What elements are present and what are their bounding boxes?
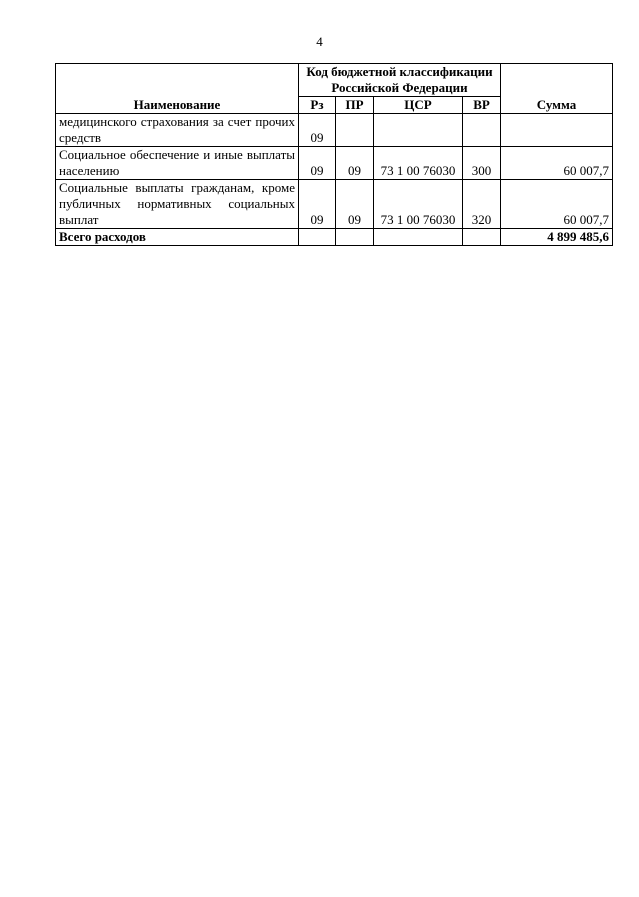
row-rz: 09 [299,147,336,180]
total-label: Всего расходов [56,229,299,246]
row-vr: 300 [463,147,501,180]
table-row [56,147,613,180]
row-rz: 09 [299,180,336,229]
row-vr: 320 [463,180,501,229]
header-code-group: Код бюджетной классификации Российской Федерации [299,64,501,97]
row-csr: 73 1 00 76030 [374,180,463,229]
total-empty-cell [336,229,374,246]
page-number: 4 [316,34,323,49]
row-vr [463,114,501,147]
row-pr [336,114,374,147]
total-empty-cell [463,229,501,246]
header-row [56,64,613,97]
header-vr: ВР [463,97,501,114]
table-row [56,180,613,229]
row-name: медицинского страхования за счет прочих средств [56,114,299,147]
row-sum: 60 007,7 [501,147,613,180]
row-csr [374,114,463,147]
total-sum: 4 899 485,6 [501,229,613,246]
header-name: Наименование [56,64,299,114]
total-row [56,229,613,246]
row-name: Социальное обеспечение и иные выплаты населению [56,147,299,180]
row-rz: 09 [299,114,336,147]
row-sum [501,114,613,147]
row-pr: 09 [336,180,374,229]
row-sum: 60 007,7 [501,180,613,229]
total-empty-cell [374,229,463,246]
header-rz: Рз [299,97,336,114]
budget-table [55,63,613,246]
header-csr: ЦСР [374,97,463,114]
row-csr: 73 1 00 76030 [374,147,463,180]
header-pr: ПР [336,97,374,114]
total-empty-cell [299,229,336,246]
header-sum: Сумма [501,64,613,114]
table-row [56,114,613,147]
row-name: Социальные выплаты гражданам, кроме публичных нормативных социальных выплат [56,180,299,229]
row-pr: 09 [336,147,374,180]
